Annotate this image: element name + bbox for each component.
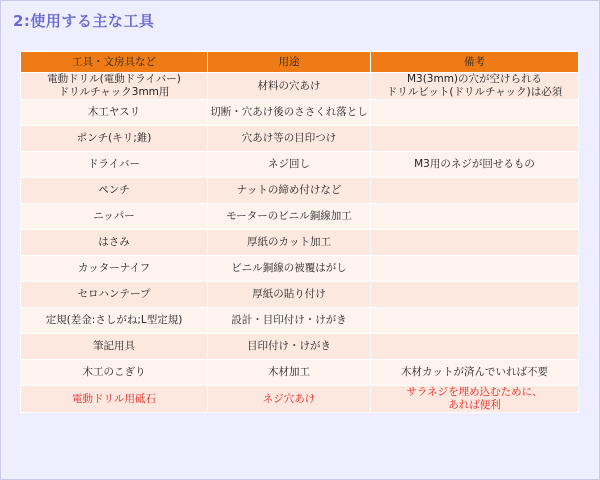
note-cell — [371, 256, 579, 282]
tool-cell: ペンチ — [21, 178, 208, 204]
note-cell: M3用のネジが回せるもの — [371, 152, 579, 178]
table-row — [21, 100, 579, 126]
tool-cell: 木工ヤスリ — [21, 100, 208, 126]
header-note: 備考 — [371, 52, 579, 73]
tool-cell: 電動ドリル(電動ドライバー) ドリルチャック3mm用 — [21, 73, 208, 100]
table-row — [21, 204, 579, 230]
use-cell: 材料の穴あけ — [208, 73, 371, 100]
table-row — [21, 360, 579, 386]
use-cell: 厚紙の貼り付け — [208, 282, 371, 308]
table-row — [21, 178, 579, 204]
tool-cell: 電動ドリル用砥石 — [21, 386, 208, 413]
table-row — [21, 334, 579, 360]
tool-cell: カッターナイフ — [21, 256, 208, 282]
table-row — [21, 386, 579, 413]
use-cell: ネジ穴あけ — [208, 386, 371, 413]
tool-cell: はさみ — [21, 230, 208, 256]
tool-cell: ニッパー — [21, 204, 208, 230]
note-cell — [371, 204, 579, 230]
table-row — [21, 230, 579, 256]
table-row — [21, 256, 579, 282]
use-cell: 目印付け・けがき — [208, 334, 371, 360]
use-cell: ネジ回し — [208, 152, 371, 178]
use-cell: 穴あけ等の目印つけ — [208, 126, 371, 152]
use-cell: 木材加工 — [208, 360, 371, 386]
header-use: 用途 — [208, 52, 371, 73]
note-cell: 木材カットが済んでいれば不要 — [371, 360, 579, 386]
use-cell: 設計・目印付け・けがき — [208, 308, 371, 334]
tool-cell: セロハンテープ — [21, 282, 208, 308]
table-row — [21, 126, 579, 152]
page-title: 2:使用する主な工具 — [13, 12, 155, 30]
note-cell: サラネジを埋め込むために、 あれば便利 — [371, 386, 579, 413]
tool-cell: 定規(差金:さしがね;L型定規) — [21, 308, 208, 334]
note-cell — [371, 230, 579, 256]
table-header-row — [21, 52, 579, 73]
note-cell: M3(3mm)の穴が空けられる ドリルビット(ドリルチャック)は必須 — [371, 73, 579, 100]
tool-cell: 筆記用具 — [21, 334, 208, 360]
table-row — [21, 73, 579, 100]
use-cell: ナットの締め付けなど — [208, 178, 371, 204]
note-cell — [371, 126, 579, 152]
note-cell — [371, 178, 579, 204]
tools-table — [20, 51, 579, 413]
tool-cell: ポンチ(キリ;錐) — [21, 126, 208, 152]
tool-cell: ドライバー — [21, 152, 208, 178]
use-cell: モーターのビニル銅線加工 — [208, 204, 371, 230]
table-body — [21, 73, 579, 413]
note-cell — [371, 308, 579, 334]
table-row — [21, 282, 579, 308]
note-cell — [371, 282, 579, 308]
note-cell — [371, 334, 579, 360]
table-row — [21, 308, 579, 334]
use-cell: ビニル銅線の被覆はがし — [208, 256, 371, 282]
note-cell — [371, 100, 579, 126]
use-cell: 厚紙のカット加工 — [208, 230, 371, 256]
use-cell: 切断・穴あけ後のささくれ落とし — [208, 100, 371, 126]
header-tool: 工具・文房具など — [21, 52, 208, 73]
table-row — [21, 152, 579, 178]
tool-cell: 木工のこぎり — [21, 360, 208, 386]
